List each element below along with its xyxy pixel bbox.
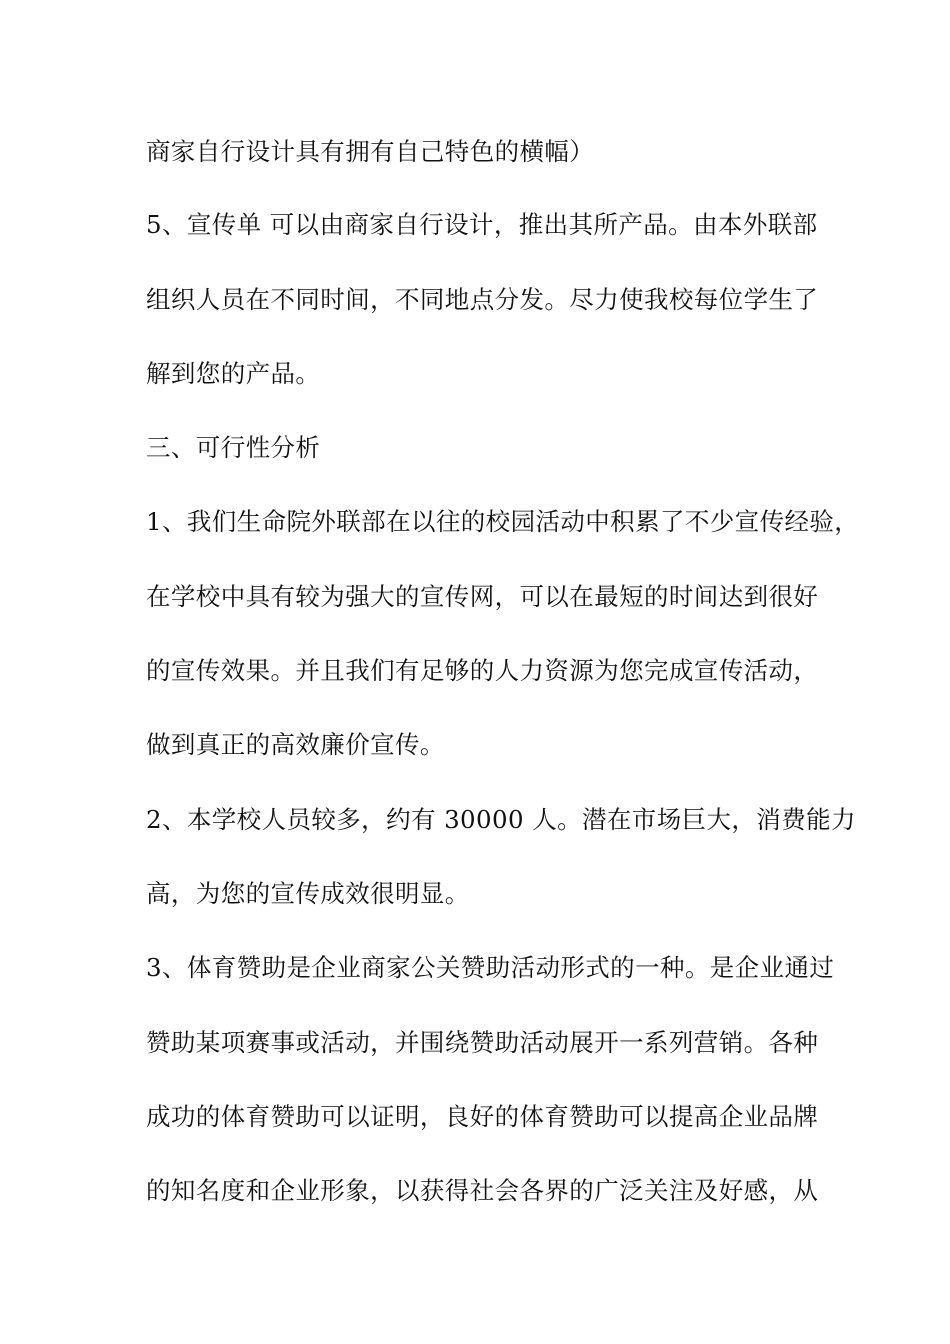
list-item-2: 2、本学校人员较多，约有 30000 人。潜在市场巨大，消费能力 xyxy=(146,805,856,834)
text-line: 组织人员在不同时间，不同地点分发。尽力使我校每位学生了 xyxy=(146,285,819,314)
text-line: 赞助某项赛事或活动，并围绕赞助活动展开一系列营销。各种 xyxy=(146,1028,819,1057)
list-item-1: 1、我们生命院外联部在以往的校园活动中积累了不少宣传经验， xyxy=(146,507,860,536)
list-item-5: 5、宣传单 可以由商家自行设计，推出其所产品。由本外联部 xyxy=(146,210,818,239)
text-line: 的宣传效果。并且我们有足够的人力资源为您完成宣传活动， xyxy=(146,656,819,685)
text-line: 高，为您的宣传成效很明显。 xyxy=(146,879,470,908)
text-line: 解到您的产品。 xyxy=(146,359,321,388)
text-line: 商家自行设计具有拥有自己特色的横幅） xyxy=(146,137,595,166)
text-line: 成功的体育赞助可以证明，良好的体育赞助可以提高企业品牌 xyxy=(146,1102,819,1131)
list-item-3: 3、体育赞助是企业商家公关赞助活动形式的一种。是企业通过 xyxy=(146,953,835,982)
text-line: 在学校中具有较为强大的宣传网，可以在最短的时间达到很好 xyxy=(146,582,819,611)
text-line: 的知名度和企业形象，以获得社会各界的广泛关注及好感，从 xyxy=(146,1176,819,1205)
section-heading: 三、可行性分析 xyxy=(146,433,321,462)
text-line: 做到真正的高效廉价宣传。 xyxy=(146,730,445,759)
